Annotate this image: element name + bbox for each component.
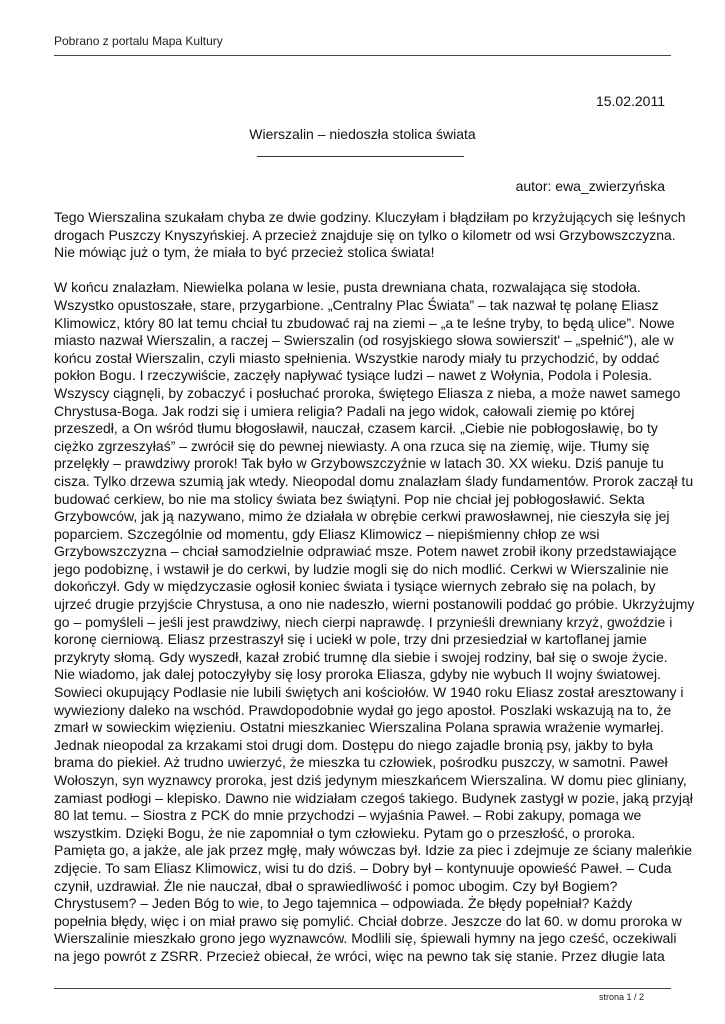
body-text-line: Wszystko opustoszałe, stare, przygarbione. „Centralny Plac Świata” – tak nazwał tę polanę Eliasz [54, 296, 659, 313]
body-text-line: ujrzeć drugie przyjście Chrystusa, a ono nie nadeszło, wierni postanowili poddać go próbie. Ukrzyżujmy [54, 596, 695, 613]
body-text-line: Wołoszyn, syn wyznawcy proroka, jest dziś jedynym mieszkańcem Wierszalina. W domu piec gliniany, [54, 772, 687, 788]
footer-divider [54, 988, 671, 989]
title-underline [257, 156, 464, 157]
body-text-line: Grzybowszczyzna – chciał samodzielnie odprawiać msze. Potem nawet zrobił ikony przedstawiające [54, 543, 677, 560]
body-text-line: brama do piekieł. Aż trudno uwierzyć, że mieszka tu człowiek, pośrodku puszczy, w samotni. Paweł [54, 754, 668, 771]
body-text-line: Wszyscy ciągnęli, by zobaczyć i posłuchać proroka, świętego Eliasza z nieba, a może nawet samego [54, 384, 681, 401]
article-title: Wierszalin – niedoszła stolica świata [249, 126, 476, 142]
body-text-line: Chrystusa-Boga. Jak rodzi się i umiera religia? Padali na jego widok, całowali ziemię po której [54, 402, 635, 419]
body-text-line: go – pomyśleli – jeśli jest prawdziwy, niech cierpi naprawdę. I przynieśli drewniany krzyż, gwoździe i [54, 613, 673, 630]
body-text-line: popełnia błędy, więc i on miał prawo się pomylić. Chciał dobrze. Jeszcze do lat 60. w domu proroka w [54, 912, 682, 929]
body-text-line: Nie wiadomo, jak dalej potoczyłyby się losy proroka Eliasza, gdyby nie wybuch II wojny światowej. [54, 666, 661, 683]
body-text-line: przykryty słomą. Gdy wyszedł, kazał zrobić trumnę dla siebie i swojej rodziny, bał się o swoje życie. [54, 648, 668, 665]
body-text-line: Jednak nieopodal za krzakami stoi drugi dom. Dostępu do niego zajadle bronią psy, jakby to była [54, 736, 653, 753]
body-text-line: dokończył. Gdy w międzyczasie ogłosił koniec świata i tysiące wiernych zebrało się na polach, by [54, 578, 656, 595]
body-text-line: cisza. Tylko drzewa szumią jak wtedy. Nieopodal domu znalazłam ślady fundamentów. Prorok zaczął tu [54, 472, 694, 489]
body-text-line: pokłon Bogu. I rzeczywiście, zaczęły napływać tysiące ludzi – nawet z Wołynia, Podola i Polesia. [54, 367, 653, 384]
body-text-line: przeszedł, a On wśród tłumu błogosławił, nauczał, czasem karcił. „Ciebie nie pobłogosławię, bo ty [54, 420, 658, 437]
body-text-line: zdjęcie. To sam Eliasz Klimowicz, wisi tu do dziś. – Dobry był – kontynuuje opowieść Paweł. – Cuda [54, 859, 672, 876]
body-text-line: Tego Wierszalina szukałam chyba ze dwie godziny. Kluczyłam i błądziłam po krzyżujących się leśnych [54, 209, 686, 225]
body-text-line: wszystkim. Dzięki Bogu, że nie zapomniał o tym człowieku. Pytam go o przeszłość, o proroka. [54, 824, 636, 841]
body-text-line: Nie mówiąc już o tym, że miała to być przecież stolica świata! [54, 244, 435, 261]
body-text-line: Pamięta go, a jakże, ale jak przez mgłę, mały wówczas był. Idzie za piec i zdejmuje ze ściany maleńkie [54, 842, 693, 859]
body-text-line: Grzybowców, jak ją nazywano, mimo że działała w obrębie cerkwi prawosławnej, nie cieszyła się jej [54, 508, 670, 525]
body-text-line: końcu został Wierszalin, czyli miasto spełnienia. Wszystkie narody miały tu przychodzić, by oddać [54, 349, 660, 366]
body-text-line: drogach Puszczy Knyszyńskiej. A przecież znajduje się on tylko o kilometr od wsi Grzybowszczyzna. [54, 226, 676, 243]
body-text-line: jego podobiznę, i wstawił je do cerkwi, by ludzie mogli się do nich modlić. Cerkwi w Wierszalinie nie [54, 560, 669, 577]
body-text-line: koronę cierniową. Eliasz przestraszył się i uciekł w pole, trzy dni przesiedział w kartoflanej jamie [54, 631, 647, 648]
body-text-line: 80 lat temu. – Siostra z PCK do mnie przychodzi – wyjaśnia Paweł. – Robi zakupy, pomaga we [54, 807, 642, 824]
header-divider [54, 55, 671, 56]
body-text-line: budować cerkiew, bo nie ma stolicy świata bez świątyni. Pop nie chciał jej pobłogosławić. Sekta [54, 490, 645, 507]
body-text-line: przelękły – prawdziwy prorok! Tak było w Grzybowszczyźnie w latach 30. XX wieku. Dziś panuje tu [54, 455, 664, 472]
page-header-source: Pobrano z portalu Mapa Kultury [54, 34, 223, 48]
body-text-line: poparciem. Szczególnie od momentu, gdy Eliasz Klimowicz – niepiśmienny chłop ze wsi [54, 525, 600, 542]
body-text-line: wywieziony daleko na wschód. Prawdopodobnie wydał go jego apostoł. Poszlaki wskazują na to, że [54, 701, 672, 718]
body-text-line: Klimowicz, który 80 lat temu chciał tu zbudować raj na ziemi – „a te leśne tryby, to będą ulice”. Nowe [54, 314, 675, 331]
body-text-line: na jego powrót z ZSRR. Przecież obiecał, że wróci, więc na pewno tak się stanie. Przez długie lata [54, 947, 665, 964]
article-date: 15.02.2011 [595, 93, 665, 109]
body-text-line: Chrystusem? – Jeden Bóg to wie, to Jego tajemnica – odpowiada. Że błędy popełniał? Każdy [54, 895, 633, 912]
body-text-line: zmarł w sowieckim więzieniu. Ostatni mieszkaniec Wierszalina Polana sprawia wrażenie wymarłej. [54, 719, 664, 736]
body-text-line: Wierszalinie mieszkało grono jego wyznawców. Modlili się, śpiewali hymny na jego cześć, oczekiwali [54, 930, 677, 947]
body-text-line: czynił, uzdrawiał. Źle nie nauczał, dbał o sprawiedliwość i pomoc ubogim. Czy był Bogiem? [54, 877, 618, 894]
body-text-line: zamiast podłogi – klepisko. Dawno nie widziałam czegoś takiego. Budynek zastygł w pozie, jaką przyjął [54, 789, 693, 806]
article-author: autor: ewa_zwierzyńska [515, 178, 665, 194]
article-body [54, 209, 695, 966]
body-text-line: W końcu znalazłam. Niewielka polana w lesie, pusta drewniana chata, rozwalająca się stodoła. [54, 279, 641, 296]
body-text-line: Sowieci okupujący Podlasie nie lubili świętych ani kościołów. W 1940 roku Eliasz został aresztowany i [54, 684, 684, 701]
body-text-line: ciężko zgrzeszyłaś” – zwrócił się do pewnej niewiasty. A ona rzuca się na ziemię, wije. Tłumy się [54, 437, 650, 454]
body-text-line: miasto nazwał Wierszalin, a raczej – Swierszalin (od rosyjskiego słowa sowierszit' – „spełnić”), ale w [54, 332, 674, 349]
page-number: strona 1 / 2 [598, 992, 644, 1002]
paragraph-gap [54, 262, 668, 280]
